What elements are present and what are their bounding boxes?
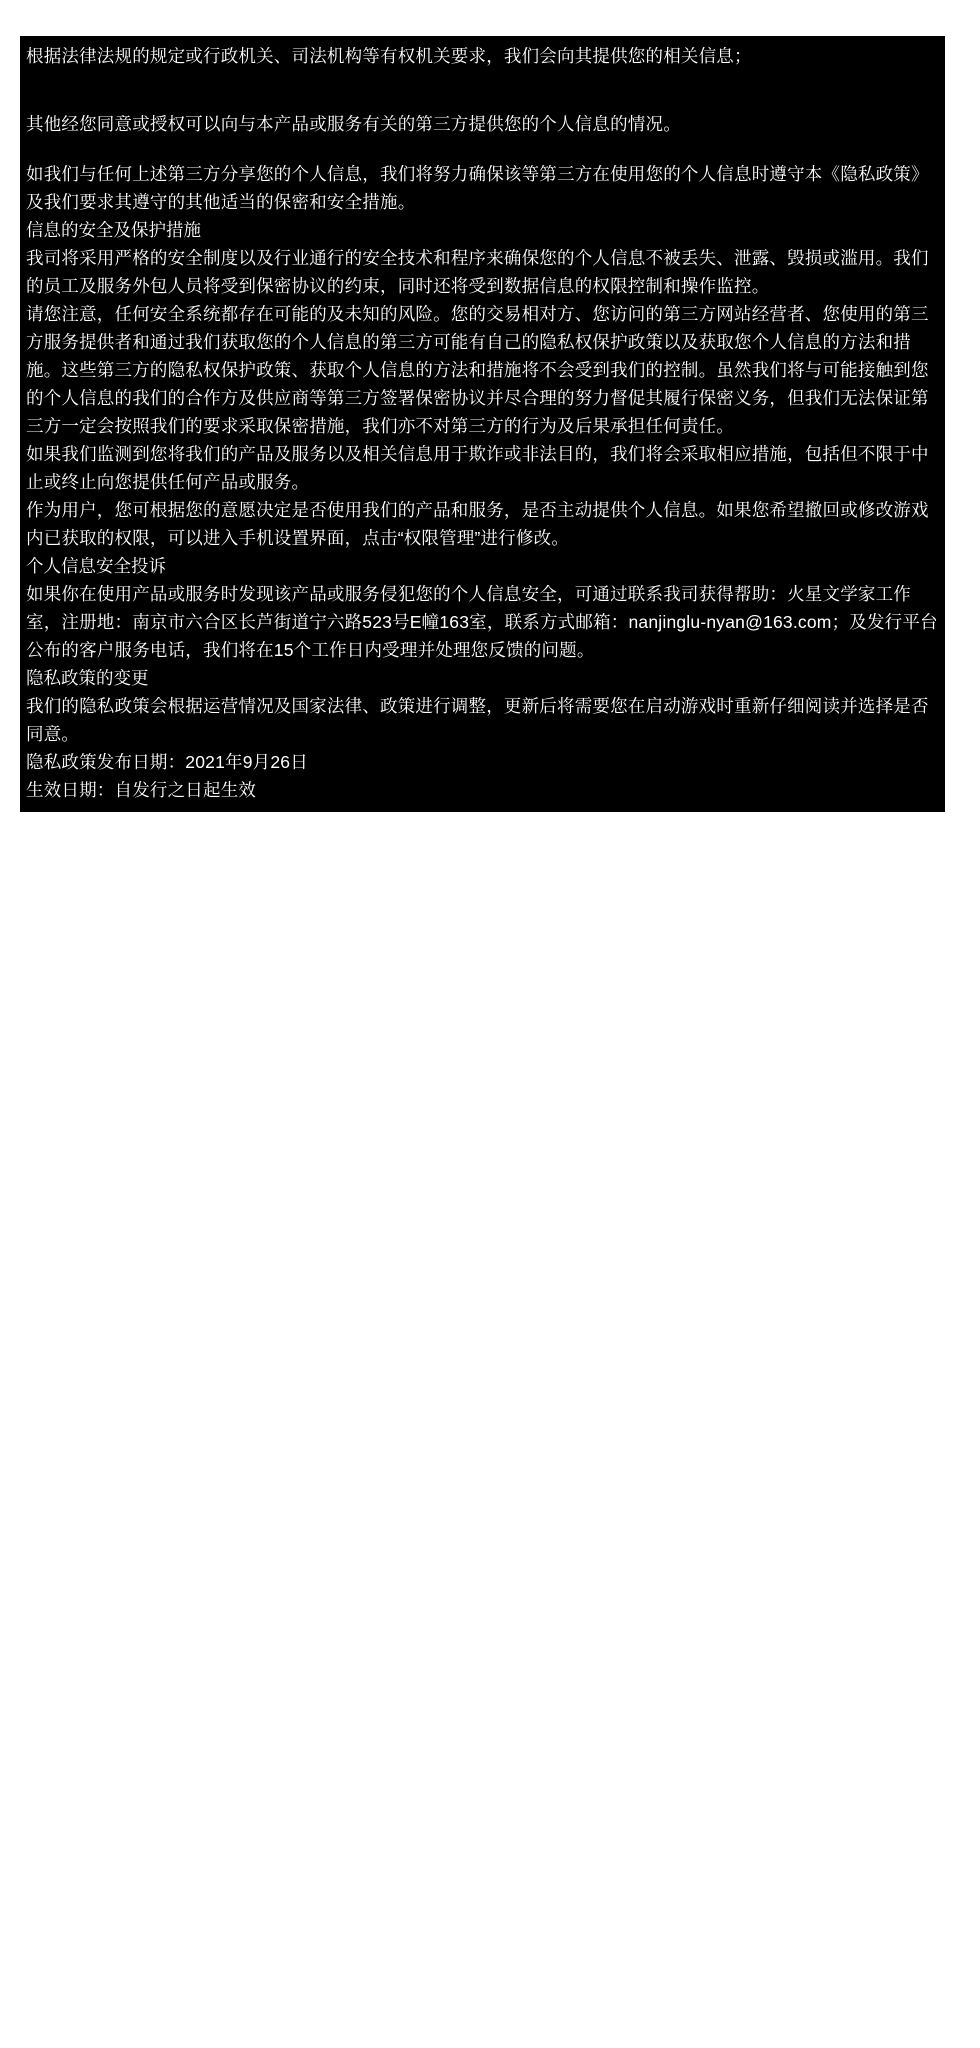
section-heading: 信息的安全及保护措施 bbox=[26, 220, 201, 240]
policy-paragraph: 请您注意，任何安全系统都存在可能的及未知的风险。您的交易相对方、您访问的第三方网站经营者、您使用的第三方服务提供者和通过我们获取您的个人信息的第三方可能有自己的隐私权保护政策以及获取您个人信息的方法和措施。这些第三方的隐私权保护政策、获取个人信息的方法和措施将不会受到我们的控制。虽然我们将与可能接触到您的个人信息的我们的合作方及供应商等第三方签署保密协议并尽合理的努力督促其履行保密义务，但我们无法保证第三方一定会按照我们的要求采取保密措施，我们亦不对第三方的行为及后果承担任何责任。 bbox=[26, 304, 929, 436]
policy-paragraph: 生效日期：自发行之日起生效 bbox=[26, 780, 257, 800]
paragraph-spacer bbox=[20, 70, 945, 110]
policy-paragraph: 作为用户，您可根据您的意愿决定是否使用我们的产品和服务，是否主动提供个人信息。如果您希望撤回或修改游戏内已获取的权限，可以进入手机设置界面，点击“权限管理”进行修改。 bbox=[26, 500, 929, 548]
policy-paragraph: 如果我们监测到您将我们的产品及服务以及相关信息用于欺诈或非法目的，我们将会采取相应措施，包括但不限于中止或终止向您提供任何产品或服务。 bbox=[26, 444, 929, 492]
policy-paragraph: 我司将采用严格的安全制度以及行业通行的安全技术和程序来确保您的个人信息不被丢失、泄露、毁损或滥用。我们的员工及服务外包人员将受到保密协议的约束，同时还将受到数据信息的权限控制和操作监控。 bbox=[26, 248, 929, 296]
policy-paragraph: 如我们与任何上述第三方分享您的个人信息，我们将努力确保该等第三方在使用您的个人信息时遵守本《隐私政策》及我们要求其遵守的其他适当的保密和安全措施。 bbox=[26, 164, 929, 212]
privacy-policy-panel bbox=[20, 36, 945, 812]
policy-paragraph: 如果你在使用产品或服务时发现该产品或服务侵犯您的个人信息安全，可通过联系我司获得帮助：火星文学家工作室，注册地：南京市六合区长芦街道宁六路523号E幢163室，联系方式邮箱：nanjinglu-nyan@163.com；及发行平台公布的客户服务电话，我们将在15个工作日内受理并处理您反馈的问题。 bbox=[26, 584, 938, 660]
section-heading: 隐私政策的变更 bbox=[26, 668, 149, 688]
section-heading: 个人信息安全投诉 bbox=[26, 556, 166, 576]
policy-paragraph: 其他经您同意或授权可以向与本产品或服务有关的第三方提供您的个人信息的情况。 bbox=[26, 114, 681, 134]
policy-paragraph: 我们的隐私政策会根据运营情况及国家法律、政策进行调整，更新后将需要您在启动游戏时重新仔细阅读并选择是否同意。 bbox=[26, 696, 929, 744]
policy-paragraph: 根据法律法规的规定或行政机关、司法机构等有权机关要求，我们会向其提供您的相关信息； bbox=[26, 46, 752, 66]
paragraph-spacer bbox=[20, 138, 945, 160]
policy-paragraph: 隐私政策发布日期：2021年9月26日 bbox=[26, 752, 308, 772]
